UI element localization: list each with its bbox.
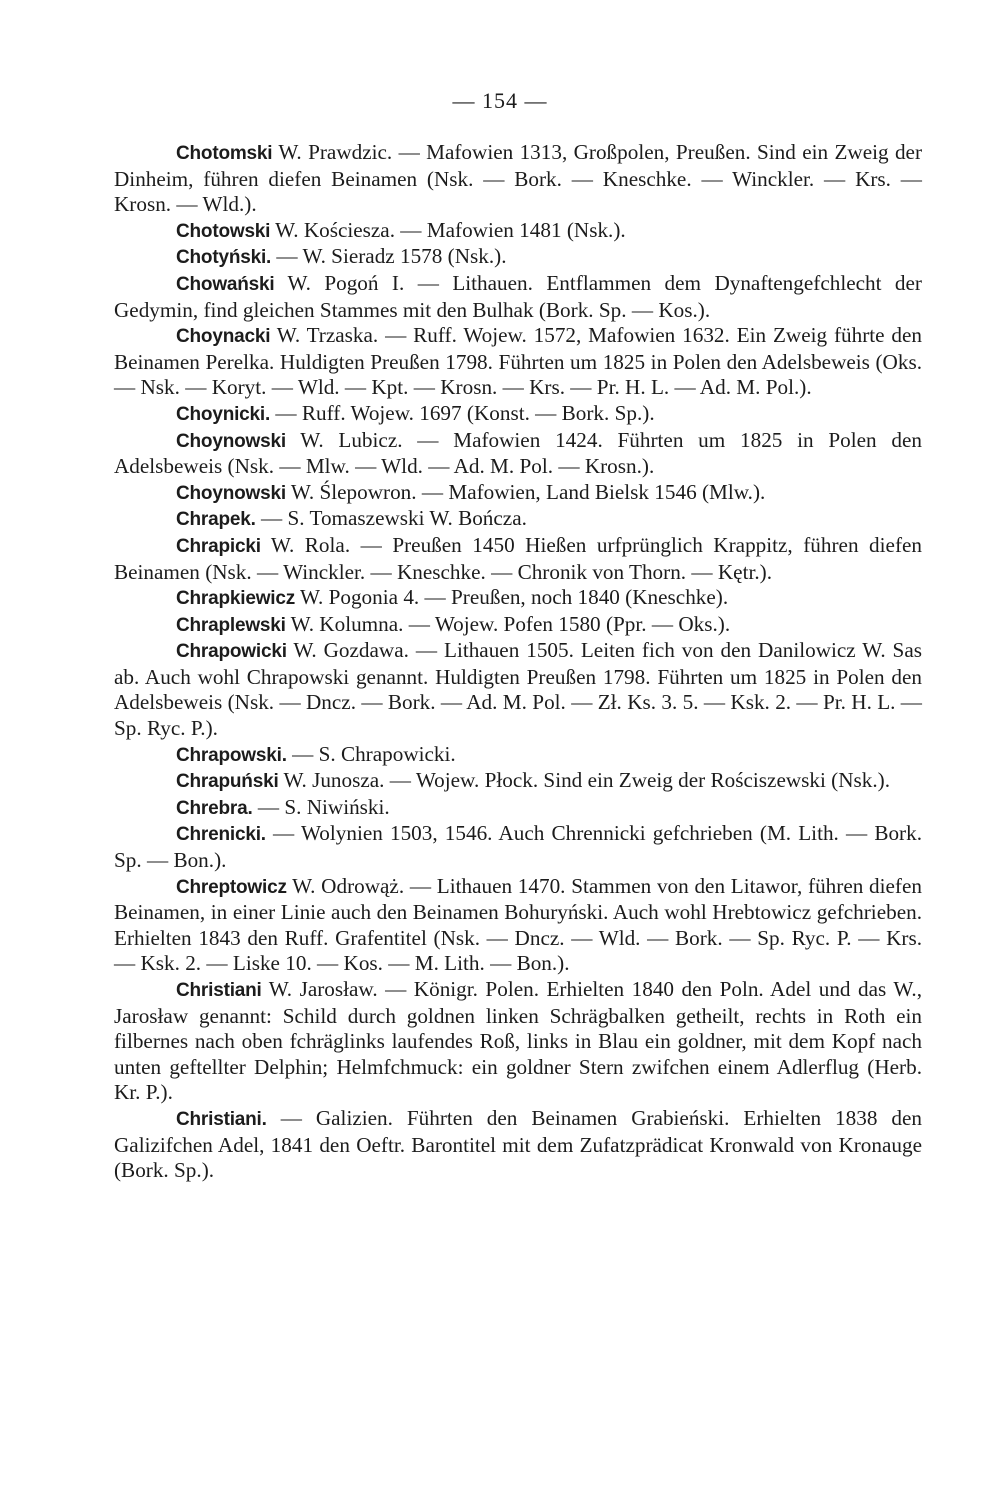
entry-text: W. Rola. — Preußen 1450 Hießen urfprünglich Krappitz, führen diefen Beinamen (Nsk. — Winckler. — Kneschke. — Chronik von Thorn. — Kętr.). — [114, 532, 922, 584]
entry-text: W. Lubicz. — Mafowien 1424. Führten um 1825 in Polen den Adelsbeweis (Nsk. — Mlw. — Wld. — Ad. M. Pol. — Krosn.). — [114, 427, 922, 479]
page-number: — 154 — — [452, 88, 548, 113]
entry-surname: Choynowski — [176, 430, 286, 452]
entry-surname: Chrapek. — [176, 509, 256, 531]
entry-text: W. Kolumna. — Wojew. Pofen 1580 (Ppr. — Oks.). — [285, 611, 731, 636]
entry-text: W. Odrowąż. — Lithauen 1470. Stammen von den Litawor, führen diefen Beinamen, in einer Linie auch den Beinamen Bohuryński. Auch wohl Hrebtowicz gefchrieben. Erhielten 1843 den Ruff. Grafentitel (Nsk. — Dncz. — Wld. — Bork. — Sp. Ryc. P. — Krs. — Ksk. 2. — Liske 10. — Kos. — M. Lith. — Bon.). — [114, 873, 922, 976]
entry-text: W. Kościesza. — Mafowien 1481 (Nsk.). — [270, 217, 626, 242]
entry-list — [114, 140, 922, 1184]
entry-text: — S. Tomaszewski W. Bończa. — [255, 506, 527, 531]
entry — [114, 506, 922, 533]
entry — [114, 795, 922, 822]
entry-text: W. Pogoń I. — Lithauen. Entflammen dem Dynaftengefchlecht der Gedymin, find gleichen Stammes mit den Bulhak (Bork. Sp. — Kos.). — [114, 270, 922, 322]
entry-text: W. Junosza. — Wojew. Płock. Sind ein Zweig der Rościszewski (Nsk.). — [278, 768, 891, 793]
entry-text: W. Trzaska. — Ruff. Wojew. 1572, Mafowien 1632. Ein Zweig führte den Beinamen Perelka. Huldigten Preußen 1798. Führten um 1825 in Polen den Adelsbeweis (Oks. — Nsk. — Koryt. — Wld. — Kpt. — Krosn. — Krs. — Pr. H. L. — Ad. M. Pol.). — [114, 323, 922, 400]
entry-surname: Chraplewski — [176, 614, 286, 636]
entry — [114, 742, 922, 769]
entry-surname: Chotomski — [176, 143, 273, 164]
entry-surname: Choynicki. — [176, 403, 271, 425]
entry-surname: Chrapowski. — [176, 744, 287, 766]
entry-text: W. Jarosław. — Königr. Polen. Erhielten 1840 den Poln. Adel und das W., Jarosław genannt: Schild durch goldnen linken Schrägbalken getheilt, rechts in Roth ein filbernes nach oben fchräglinks laufendes Roß, links in Blau ein goldner, mit dem Kopf nach unten geftellter Delphin; Helmfchmuck: ein goldner Stern zwifchen einem Adlerflug (Herb. Kr. P.). — [114, 977, 922, 1105]
entry — [114, 428, 922, 480]
entry — [114, 768, 922, 795]
entry — [114, 638, 922, 741]
entry — [114, 585, 922, 612]
entry-text: — W. Sieradz 1578 (Nsk.). — [271, 244, 507, 269]
entry — [114, 218, 922, 245]
entry — [114, 977, 922, 1106]
entry-surname: Chrapkiewicz — [176, 588, 296, 610]
entry-text: W. Ślepowron. — Mafowien, Land Bielsk 1546 (Mlw.). — [285, 479, 766, 504]
entry-surname: Chowański — [176, 273, 275, 295]
entry — [114, 1106, 922, 1184]
entry — [114, 323, 922, 401]
entry-text: W. Prawdzic. — Mafowien 1313, Großpolen, Preußen. Sind ein Zweig der Dinheim, führen diefen Beinamen (Nsk. — Bork. — Kneschke. — Winckler. — Krs. — Krosn. — Wld.). — [114, 140, 922, 217]
entry — [114, 480, 922, 507]
entry-surname: Chrenicki. — [176, 824, 266, 846]
entry — [114, 271, 922, 323]
entry-surname: Chreptowicz — [176, 876, 287, 898]
entry-surname: Choynowski — [176, 482, 286, 504]
entry-surname: Choynacki — [176, 326, 271, 348]
entry — [114, 401, 922, 428]
entry-text: W. Gozdawa. — Lithauen 1505. Leiten fich von den Danilowicz W. Sas ab. Auch wohl Chrapowski genannt. Huldigten Preußen 1798. Führten um 1825 in Polen den Adelsbeweis (Nsk. — Dncz. — Bork. — Ad. M. Pol. — Zł. Ks. 3. 5. — Ksk. 2. — Pr. H. L. — Sp. Ryc. P.). — [114, 638, 922, 741]
entry-surname: Chrapicki — [176, 535, 261, 557]
entry-surname: Chrapuński — [176, 771, 279, 793]
entry-text: — Galizien. Führten den Beinamen Grabieński. Erhielten 1838 den Galizifchen Adel, 1841 den Oeftr. Barontitel mit dem Zufatzprädicat Kronwald von Kronauge (Bork. Sp.). — [114, 1105, 922, 1183]
entry-surname: Christiani. — [176, 1108, 267, 1130]
entry-surname: Chrapowicki — [176, 641, 287, 663]
entry — [114, 244, 922, 271]
entry-surname: Chrebra. — [176, 797, 253, 819]
entry-surname: Chotyński. — [176, 247, 272, 269]
entry — [114, 821, 922, 873]
entry-surname: Christiani — [176, 980, 262, 1001]
entry — [114, 874, 922, 977]
entry — [114, 612, 922, 639]
entry-text: W. Pogonia 4. — Preußen, noch 1840 (Kneschke). — [295, 585, 729, 610]
entry-text: — Wolynien 1503, 1546. Auch Chrennicki gefchrieben (M. Lith. — Bork. Sp. — Bon.). — [114, 821, 922, 873]
entry-text: — S. Chrapowicki. — [286, 741, 456, 766]
entry-text: — S. Niwiński. — [252, 794, 390, 819]
entry — [114, 140, 922, 218]
entry-surname: Chotowski — [176, 220, 271, 242]
entry-text: — Ruff. Wojew. 1697 (Konst. — Bork. Sp.). — [270, 400, 655, 425]
entry — [114, 533, 922, 585]
